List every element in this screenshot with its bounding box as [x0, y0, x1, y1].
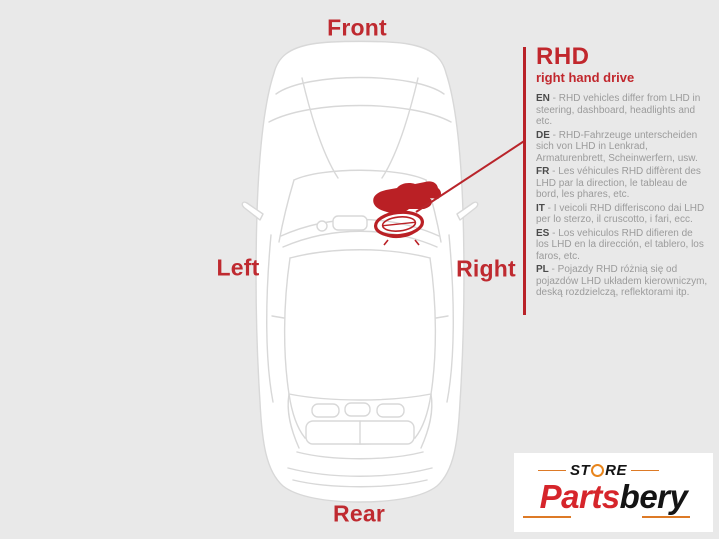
brand-wordmark — [514, 480, 713, 513]
store-suffix: RE — [605, 462, 627, 479]
entry-text: RHD-Fahrzeuge unterscheiden sich von LHD in Lenkrad, Armaturenbrett, Scheinwerfern, usw. — [536, 129, 698, 164]
brand-watermark — [514, 453, 713, 532]
callout-left-bar — [523, 47, 526, 315]
lang-code: DE — [536, 129, 550, 141]
underline-right — [642, 516, 690, 518]
label-front: Front — [327, 14, 387, 41]
callout-subtitle: right hand drive — [536, 70, 635, 85]
store-prefix: ST — [569, 462, 591, 479]
entry-text: RHD vehicles differ from LHD in steering, dashboard, headlights and etc. — [536, 93, 701, 128]
entry-text: Les véhicules RHD diffèrent des LHD par la direction, le tableau de bord, les phares, etc. — [536, 166, 701, 201]
callout-entry-en: EN - RHD vehicles differ from LHD in steering, dashboard, headlights and etc. — [536, 93, 701, 128]
store-left-line — [538, 470, 566, 472]
callout-title: RHD — [536, 43, 590, 70]
underline-left — [523, 516, 571, 518]
label-left: Left — [216, 254, 260, 281]
entry-text: Pojazdy RHD różnią się od pojazdów LHD układem kierowniczym, deską rozdzielczą, reflektorami itp. — [536, 264, 708, 299]
entry-text: Los vehiculos RHD difieren de los LHD en la dirección, el tablero, los faros, etc. — [536, 227, 704, 262]
rhd-callout — [536, 45, 708, 301]
brand-underlines — [514, 516, 713, 518]
callout-entry-fr: FR - Les véhicules RHD diffèrent des LHD par la direction, le tableau de bord, les phares, etc. — [536, 166, 701, 201]
label-right: Right — [456, 255, 516, 282]
callout-entry-de: DE - RHD-Fahrzeuge unterscheiden sich von LHD in Lenkrad, Armaturenbrett, Scheinwerfern, usw. — [536, 129, 698, 164]
entry-text: I veicoli RHD differiscono dai LHD per lo sterzo, il cruscotto, i fari, ecc. — [536, 202, 705, 226]
lang-code: IT — [536, 202, 545, 214]
lang-code: FR — [536, 166, 550, 178]
callout-entry-es: ES - Los vehiculos RHD difieren de los LHD en la dirección, el tablero, los faros, etc. — [536, 227, 704, 262]
lang-code: PL — [536, 264, 549, 276]
callout-entries — [536, 93, 708, 299]
lang-code: ES — [536, 227, 550, 239]
lang-code: EN — [536, 93, 550, 105]
store-right-line — [631, 470, 659, 472]
store-o-ring-icon — [591, 464, 604, 477]
callout-entry-pl: PL - Pojazdy RHD różnią się od pojazdów LHD układem kierowniczym, deską rozdzielczą, reflektorami itp. — [536, 264, 708, 299]
brand-name-black: bery — [619, 478, 688, 515]
brand-name-red: Parts — [539, 478, 620, 515]
callout-entry-it: IT - I veicoli RHD differiscono dai LHD per lo sterzo, il cruscotto, i fari, ecc. — [536, 202, 705, 226]
store-wordmark — [499, 462, 698, 479]
label-rear: Rear — [333, 500, 385, 527]
